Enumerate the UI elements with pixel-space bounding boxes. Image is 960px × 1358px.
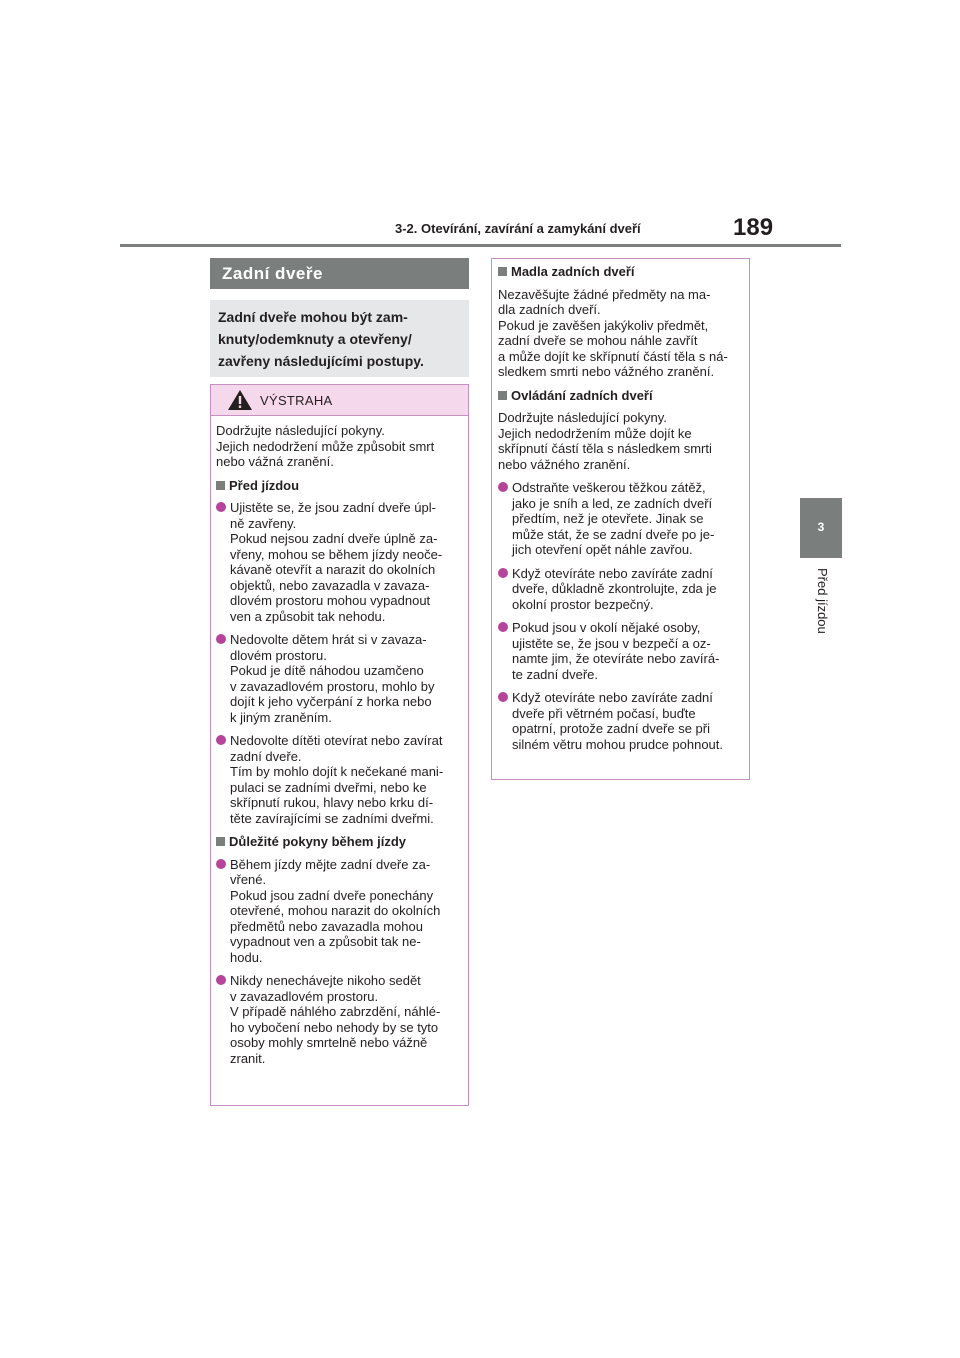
text-line: Jejich nedodržení může způsobit smrt (216, 438, 435, 454)
subheading (216, 478, 464, 494)
text-line: vřeny, mohou se během jízdy neoče- (230, 546, 443, 562)
text-line: Když otevíráte nebo zavíráte zadní (512, 690, 713, 705)
text-line: okolní prostor bezpečný. (512, 596, 654, 612)
text-line: Pokud nejsou zadní dveře úplně za- (230, 531, 438, 546)
text-line: a může dojít ke skřípnutí částí těla s ná- (498, 348, 728, 364)
text-line: zadní dveře se mohou náhle zavřít (498, 333, 698, 348)
text-line: kávaně otevřít a narazit do okolních (230, 562, 436, 577)
bullet-item (216, 632, 464, 725)
text-line: te zadní dveře. (512, 666, 598, 682)
text-line: Nikdy nenechávejte nikoho sedět (230, 973, 421, 988)
text-line: Během jízdy mějte zadní dveře za- (230, 856, 431, 872)
text-line: Jejich nedodržením může dojít ke (498, 425, 692, 441)
subheading-text: Před jízdou (229, 477, 300, 493)
text-line: Pokud je zavěšen jakýkoliv předmět, (498, 317, 709, 333)
square-bullet-icon (216, 837, 225, 846)
bullet-dot-icon (216, 502, 226, 512)
text-line: Pokud je dítě náhodou uzamčeno (230, 663, 424, 678)
subheading (216, 834, 464, 850)
text-line: silném větru mohou prudce pohnout. (512, 736, 724, 752)
header-rule (120, 244, 841, 247)
subheading (498, 264, 746, 280)
bullet-dot-icon (216, 975, 226, 985)
text-line: Tím by mohlo dojít k nečekané mani- (230, 764, 444, 779)
text-line: Ujistěte se, že jsou zadní dveře úpl- (230, 500, 436, 515)
bullet-dot-icon (216, 735, 226, 745)
text-line: Nezavěšujte žádné předměty na ma- (498, 286, 711, 302)
square-bullet-icon (498, 391, 507, 400)
text-line: nebo vážná zranění. (216, 454, 334, 469)
bullet-item (216, 973, 464, 1066)
text-line: v zavazadlovém prostoru, mohlo by (230, 678, 435, 694)
text-line: ně zavřeny. (230, 515, 297, 531)
text-line: ho vybočení nebo nehody by se tyto (230, 1019, 439, 1035)
bullet-item (216, 500, 464, 624)
text-line: opatrní, protože zadní dveře se při (512, 721, 711, 736)
intro-line: zavřeny následujícími postupy. (218, 353, 424, 369)
text-line: v zavazadlovém prostoru. (230, 988, 379, 1004)
intro-line: knuty/odemknuty a otevřeny/ (218, 331, 412, 347)
bullet-dot-icon (216, 634, 226, 644)
text-line: ven a způsobit tak nehodu. (230, 608, 386, 624)
square-bullet-icon (216, 481, 225, 490)
subheading-text: Madla zadních dveří (511, 264, 635, 279)
warning-box (210, 384, 469, 1106)
text-line: sledkem smrti nebo vážného zranění. (498, 364, 715, 379)
intro-box (210, 300, 469, 377)
text-line: dojít k jeho vyčerpání z horka nebo (230, 694, 432, 709)
subheading-text: Důležité pokyny během jízdy (229, 834, 406, 849)
text-line: Odstraňte veškerou těžkou zátěž, (512, 480, 706, 495)
text-line: Dodržujte následující pokyny. (216, 423, 385, 438)
text-line: zranit. (230, 1050, 266, 1066)
text-line: k jiným zraněním. (230, 709, 332, 725)
bullet-item (498, 480, 746, 558)
bullet-dot-icon (498, 622, 508, 632)
text-line: Nedovolte dítěti otevírat nebo zavírat (230, 733, 443, 748)
text-line: objektů, nebo zavazadla v zavaza- (230, 577, 430, 593)
paragraph (498, 410, 746, 472)
text-line: namte jim, že otevíráte nebo zavírá- (512, 651, 720, 666)
section-header: 3-2. Otevírání, zavírání a zamykání dveří (395, 221, 641, 236)
page-number: 189 (733, 214, 774, 241)
text-line: dla zadních dveří. (498, 302, 601, 317)
text-line: nebo vážného zranění. (498, 456, 631, 472)
text-line: předmětů nebo zavazadla mohou (230, 918, 423, 934)
text-line: těte zavírajícími se zadními dveřmi. (230, 810, 434, 826)
warning-body (211, 416, 468, 1066)
intro-line: Zadní dveře mohou být zam- (218, 309, 408, 325)
paragraph (498, 287, 746, 380)
text-line: vřené. (230, 872, 267, 887)
bullet-item (498, 620, 746, 682)
text-line: dveře při větrném počasí, buďte (512, 705, 696, 721)
text-line: Když otevíráte nebo zavíráte zadní (512, 565, 713, 581)
text-line: osoby mohly smrtelně nebo vážně (230, 1035, 428, 1050)
text-line: zadní dveře. (230, 748, 302, 764)
chapter-label: Před jízdou (815, 568, 830, 634)
text-line: skřípnutí rukou, hlavy nebo krku dí- (230, 795, 434, 810)
text-line: dlovém prostoru. (230, 647, 327, 663)
bullet-dot-icon (498, 482, 508, 492)
text-line: Pokud jsou v okolí nějaké osoby, (512, 620, 701, 635)
text-line: skřípnutí částí těla s následkem smrti (498, 441, 712, 456)
text-line: ujistěte se, že jsou v bezpečí a oz- (512, 635, 711, 651)
warning-label: VÝSTRAHA (260, 393, 333, 408)
bullet-dot-icon (498, 692, 508, 702)
text-line: Nedovolte dětem hrát si v zavaza- (230, 632, 427, 647)
text-line: jich otevření opět náhle zavřou. (512, 542, 693, 557)
text-line: dlovém prostoru mohou vypadnout (230, 593, 431, 608)
warning-intro (216, 423, 464, 470)
text-line: jako je sníh a led, ze zadních dveří (512, 495, 713, 511)
bullet-item (216, 733, 464, 826)
subheading (498, 388, 746, 404)
bullet-dot-icon (216, 859, 226, 869)
text-line: Dodržujte následující pokyny. (498, 410, 667, 425)
subheading-text: Ovládání zadních dveří (511, 387, 653, 403)
warning-header (211, 385, 468, 416)
text-line: může stát, že se zadní dveře po je- (512, 526, 715, 542)
warning-continued-box (491, 258, 750, 780)
text-line: dveře, důkladně zkontrolujte, zda je (512, 581, 717, 596)
text-line: předtím, než je otevřete. Jinak se (512, 511, 704, 526)
section-title: Zadní dveře (210, 258, 469, 289)
text-line: hodu. (230, 949, 263, 965)
text-line: V případě náhlého zabrzdění, náhlé- (230, 1004, 441, 1019)
text-line: vypadnout ven a způsobit tak ne- (230, 934, 421, 949)
chapter-number: 3 (817, 520, 825, 534)
text-line: pulaci se zadními dveřmi, nebo ke (230, 779, 427, 795)
bullet-item (498, 690, 746, 752)
warning-triangle-icon (227, 389, 253, 411)
text-line: otevřené, mohou narazit do okolních (230, 903, 441, 918)
square-bullet-icon (498, 267, 507, 276)
text-line: Pokud jsou zadní dveře ponechány (230, 887, 434, 903)
bullet-item (498, 566, 746, 613)
bullet-dot-icon (498, 568, 508, 578)
bullet-item (216, 857, 464, 966)
